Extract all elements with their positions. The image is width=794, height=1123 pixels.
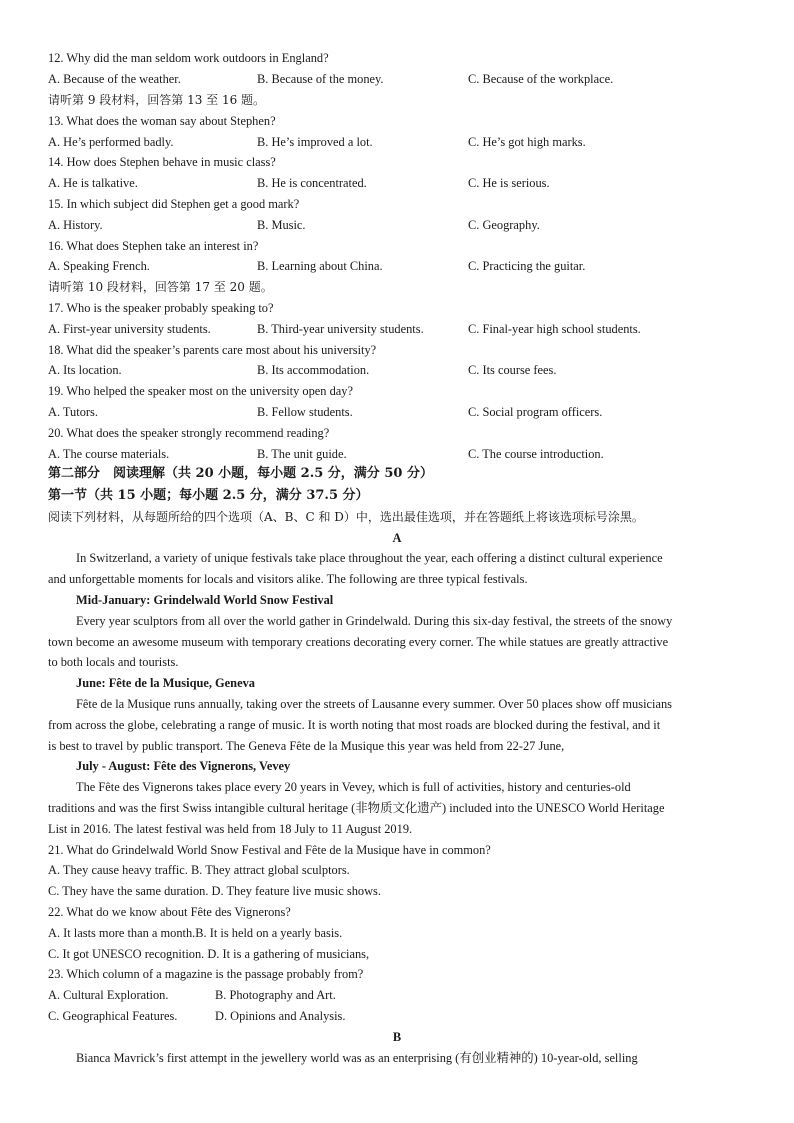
option-20a: A. The course materials. [48, 447, 170, 461]
festival-heading-musique: June: Fête de la Musique, Geneva [76, 676, 255, 690]
festival-vignerons-line-3: List in 2016. The latest festival was held from 18 July to 11 August 2019. [48, 822, 413, 836]
option-20b: B. The unit guide. [257, 447, 347, 461]
festival-heading-vignerons: July - August: Fête des Vignerons, Vevey [76, 759, 291, 773]
option-18a: A. Its location. [48, 363, 122, 377]
option-15c: C. Geography. [468, 218, 540, 232]
festival-snow-line-1: Every year sculptors from all over the world gather in Grindelwald. During this six-day festival, the streets of the snowy [76, 614, 673, 628]
question-16: 16. What does Stephen take an interest in? [48, 239, 259, 253]
option-17a: A. First-year university students. [48, 322, 211, 336]
option-18c: C. Its course fees. [468, 363, 557, 377]
reading-instruction: 阅读下列材料，从每题所给的四个选项（A、B、C 和 D）中，选出最佳选项，并在答题纸上将该选项标号涂黑。 [48, 510, 644, 524]
festival-vignerons-line-1: The Fête des Vignerons takes place every 20 years in Vevey, which is full of activities, history and centuries-old [76, 780, 631, 794]
question-23: 23. Which column of a magazine is the passage probably from? [48, 967, 364, 981]
options-22-ab: A. It lasts more than a month.B. It is held on a yearly basis. [48, 926, 343, 940]
festival-musique-line-3: is best to travel by public transport. The Geneva Fête de la Musique this year was held from 22-27 June, [48, 739, 565, 753]
festival-musique-line-2: from across the globe, celebrating a range of music. It is worth noting that most roads are blocked during the festival, and it [48, 718, 661, 732]
question-15: 15. In which subject did Stephen get a good mark? [48, 197, 300, 211]
listening-instruction-10: 请听第 10 段材料，回答第 17 至 20 题。 [48, 280, 273, 294]
option-13a: A. He’s performed badly. [48, 135, 174, 149]
option-23c: C. Geographical Features. [48, 1009, 178, 1023]
option-12a: A. Because of the weather. [48, 72, 181, 86]
options-21-ab: A. They cause heavy traffic. B. They attract global sculptors. [48, 863, 350, 877]
option-12c: C. Because of the workplace. [468, 72, 614, 86]
festival-vignerons-line-2: traditions and was the first Swiss intangible cultural heritage (非物质文化遗产) included into the UNESCO World Heritage [48, 801, 665, 815]
option-23b: B. Photography and Art. [215, 988, 336, 1002]
options-22-cd: C. It got UNESCO recognition. D. It is a gathering of musicians, [48, 947, 370, 961]
festival-snow-line-3: to both locals and tourists. [48, 655, 179, 669]
festival-snow-line-2: town become an awesome museum with temporary creations decorating every corner. The while statues are greatly attractive [48, 635, 669, 649]
section1-title: 第一节（共 15 小题；每小题 2.5 分，满分 37.5 分） [48, 488, 369, 503]
part2-title: 第二部分 阅读理解（共 20 小题，每小题 2.5 分，满分 50 分） [48, 466, 433, 481]
option-15b: B. Music. [257, 218, 306, 232]
listening-instruction-9: 请听第 9 段材料，回答第 13 至 16 题。 [48, 93, 266, 107]
passage-b-line-1: Bianca Mavrick’s first attempt in the jewellery world was as an enterprising (有创业精神的) 10-year-old, selling [76, 1051, 638, 1065]
passage-a-label: A [392, 531, 402, 545]
option-13c: C. He’s got high marks. [468, 135, 586, 149]
question-18: 18. What did the speaker’s parents care most about his university? [48, 343, 377, 357]
option-14c: C. He is serious. [468, 176, 550, 190]
festival-musique-line-1: Fête de la Musique runs annually, taking over the streets of Lausanne every summer. Over 50 places show off musicians [76, 697, 672, 711]
option-12b: B. Because of the money. [257, 72, 384, 86]
option-23d: D. Opinions and Analysis. [215, 1009, 346, 1023]
option-20c: C. The course introduction. [468, 447, 604, 461]
question-21: 21. What do Grindelwald World Snow Festival and Fête de la Musique have in common? [48, 843, 491, 857]
question-12: 12. Why did the man seldom work outdoors in England? [48, 51, 329, 65]
festival-heading-snow: Mid-January: Grindelwald World Snow Festival [76, 593, 334, 607]
option-19c: C. Social program officers. [468, 405, 603, 419]
option-16b: B. Learning about China. [257, 259, 383, 273]
option-16a: A. Speaking French. [48, 259, 150, 273]
option-15a: A. History. [48, 218, 103, 232]
option-14a: A. He is talkative. [48, 176, 138, 190]
option-18b: B. Its accommodation. [257, 363, 370, 377]
question-17: 17. Who is the speaker probably speaking to? [48, 301, 274, 315]
question-19: 19. Who helped the speaker most on the university open day? [48, 384, 353, 398]
question-22: 22. What do we know about Fête des Vignerons? [48, 905, 291, 919]
option-23a: A. Cultural Exploration. [48, 988, 169, 1002]
options-21-cd: C. They have the same duration. D. They feature live music shows. [48, 884, 381, 898]
question-13: 13. What does the woman say about Stephen? [48, 114, 276, 128]
option-19a: A. Tutors. [48, 405, 98, 419]
option-13b: B. He’s improved a lot. [257, 135, 373, 149]
passage-a-intro-line-1: In Switzerland, a variety of unique festivals take place throughout the year, each offering a distinct cultural experience [76, 551, 663, 565]
passage-b-label: B [392, 1030, 402, 1044]
option-14b: B. He is concentrated. [257, 176, 367, 190]
option-16c: C. Practicing the guitar. [468, 259, 586, 273]
option-17c: C. Final-year high school students. [468, 322, 641, 336]
option-17b: B. Third-year university students. [257, 322, 424, 336]
option-19b: B. Fellow students. [257, 405, 353, 419]
passage-a-intro-line-2: and unforgettable moments for locals and visitors alike. The following are three typical festivals. [48, 572, 528, 586]
question-20: 20. What does the speaker strongly recommend reading? [48, 426, 330, 440]
question-14: 14. How does Stephen behave in music class? [48, 155, 276, 169]
